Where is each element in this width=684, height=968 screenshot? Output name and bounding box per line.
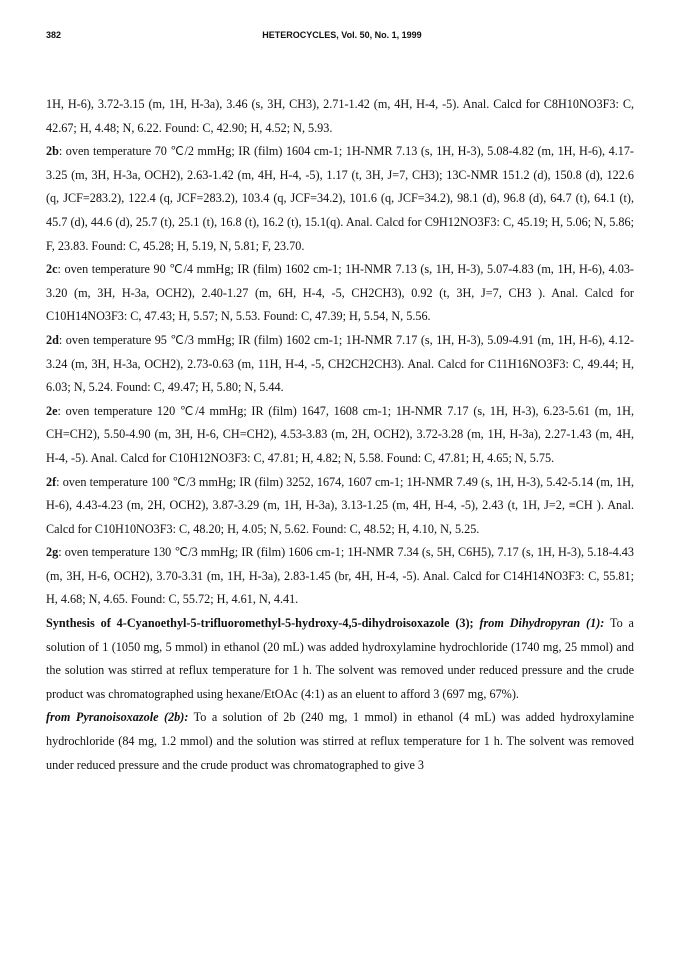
page-number: 382 xyxy=(46,30,62,40)
paragraph-text: 1H, H-6), 3.72-3.15 (m, 1H, H-3a), 3.46 (s, 3H, CH3), 2.71-1.42 (m, 4H, H-4, -5). Anal. Calcd for C8H10NO3F3: C, 42.67; H, 4.48; N, 6.22. Found: C, 42.90; H, 4.52; N, 5.93. xyxy=(46,97,634,135)
article-body xyxy=(46,93,634,777)
paragraph-text: : oven temperature 70 ℃/2 mmHg; IR (film) 1604 cm-1; 1H-NMR 7.13 (s, 1H, H-3), 5.08-4.82 (m, 1H, H-6), 4.17-3.25 (m, 3H, H-3a, OCH2), 2.63-1.42 (m, 4H, H-4, -5), 1.17 (t, 3H, J=7, CH3); 13C-NMR 151.2 (d), 150.8 (d), 122.6 (q, JCF=283.2), 122.4 (q, JCF=283.2), 103.4 (q, JCF=34.2), 101.6 (q, JCF=34.2), 98.1 (d), 96.8 (d), 64.7 (t), 64.1 (t), 45.7 (d), 44.6 (d), 25.7 (t), 25.1 (t), 16.8 (t), 16.2 (t), 15.1(q). Anal. Calcd for C9H12NO3F3: C, 45.19; H, 5.06; N, 5.86; F, 23.83. Found: C, 45.28; H, 5.19, N, 5.81; F, 23.70. xyxy=(46,144,634,253)
paragraph-from-pyranoisoxazole xyxy=(46,706,634,777)
paragraph-2d xyxy=(46,329,634,400)
compound-label: 2e xyxy=(46,403,58,418)
paragraph-2e xyxy=(46,400,634,471)
paragraph-text: : oven temperature 90 ℃/4 mmHg; IR (film) 1602 cm-1; 1H-NMR 7.13 (s, 1H, H-3), 5.07-4.83 (m, 1H, H-6), 4.03-3.20 (m, 3H, H-3a, OCH2), 2.40-1.27 (m, 6H, H-4, -5, CH2CH3), 0.92 (t, 3H, J=7, CH3 ). Anal. Calcd for C10H14NO3F3: C, 47.43; H, 5.57; N, 5.53. Found: C, 47.39; H, 5.54, N, 5.56. xyxy=(46,262,634,324)
paragraph-text: To a solution of 2b (240 mg, 1 mmol) in ethanol (4 mL) was added hydroxylamine hydrochloride (84 mg, 1.2 mmol) and the solution was stirred at reflux temperature for 1 h. The solvent was removed under reduced pressure and the crude product was chromatographed to give 3 xyxy=(46,710,634,772)
paragraph-synthesis-3 xyxy=(46,612,634,706)
running-header xyxy=(46,30,638,46)
compound-label: 2c xyxy=(46,262,58,277)
paragraph-2f xyxy=(46,471,634,542)
compound-label: 2b xyxy=(46,144,59,159)
paragraph-text: To a solution of 1 (1050 mg, 5 mmol) in ethanol (20 mL) was added hydroxylamine hydrochloride (1740 mg, 25 mmol) and the solution was stirred at reflux temperature for 1 h. The solvent was removed under reduced pressure and the crude product was chromatographed using hexane/EtOAc (4:1) as an eluent to afford 3 (697 mg, 67%). xyxy=(46,616,634,701)
paragraph-text: : oven temperature 95 ℃/3 mmHg; IR (film) 1602 cm-1; 1H-NMR 7.17 (s, 1H, H-3), 5.09-4.91 (m, 1H, H-6), 4.12-3.24 (m, 3H, H-3a, OCH2), 2.73-0.63 (m, 11H, H-4, -5, CH2CH2CH3). Anal. Calcd for C11H16NO3F3: C, 49.44; H, 6.03; N, 5.24. Found: C, 49.47; H, 5.80; N, 5.44. xyxy=(46,332,634,395)
paragraph-text: : oven temperature 120 ℃/4 mmHg; IR (film) 1647, 1608 cm-1; 1H-NMR 7.17 (s, 1H, H-3), 6.23-5.61 (m, 1H, CH=CH2), 5.50-4.90 (m, 3H, H-6, CH=CH2), 4.53-3.83 (m, 2H, OCH2), 3.72-3.28 (m, 1H, H-3a), 2.27-1.43 (m, 4H, H-4, -5). Anal. Calcd for C10H12NO3F3: C, 47.81; H, 4.82; N, 5.58. Found: C, 47.81; H, 4.65; N, 5.75. xyxy=(46,403,634,465)
paragraph-2a-continued xyxy=(46,93,634,140)
route-heading: from Dihydropyran (1): xyxy=(473,616,605,631)
paragraph-text: : oven temperature 100 ℃/3 mmHg; IR (film) 3252, 1674, 1607 cm-1; 1H-NMR 7.49 (s, 1H, H-3), 5.42-5.14 (m, 1H, H-6), 4.43-4.23 (m, 2H, OCH2), 3.87-3.29 (m, 1H, H-3a), 3.13-1.25 (m, 4H, H-4, -5), 2.43 (t, 1H, J=2, ≡CH ). Anal. Calcd for C10H10NO3F3: C, 48.20; H, 4.05; N, 5.62. Found: C, 48.52; H, 4.10, N, 5.25. xyxy=(46,474,634,536)
paragraph-2b xyxy=(46,140,634,258)
journal-citation: HETEROCYCLES, Vol. 50, No. 1, 1999 xyxy=(262,30,422,40)
paragraph-text: : oven temperature 130 ℃/3 mmHg; IR (film) 1606 cm-1; 1H-NMR 7.34 (s, 5H, C6H5), 7.17 (s, 1H, H-3), 5.18-4.43 (m, 3H, H-6, OCH2), 3.70-3.31 (m, 1H, H-3a), 2.83-1.45 (br, 4H, H-4, -5). Anal. Calcd for C14H14NO3F3: C, 55.81; H, 4.68; N, 4.65. Found: C, 55.72; H, 4.61, N, 4.41. xyxy=(46,545,634,607)
paragraph-2g xyxy=(46,541,634,612)
compound-label: 2g xyxy=(46,545,59,560)
compound-label: 2d xyxy=(46,332,59,347)
paragraph-2c xyxy=(46,258,634,329)
compound-label: 2f xyxy=(46,474,57,489)
section-title: Synthesis of 4-Cyanoethyl-5-trifluoromethyl-5-hydroxy-4,5-dihydroisoxazole (3); xyxy=(46,616,474,631)
route-heading: from Pyranoisoxazole (2b): xyxy=(46,710,189,725)
